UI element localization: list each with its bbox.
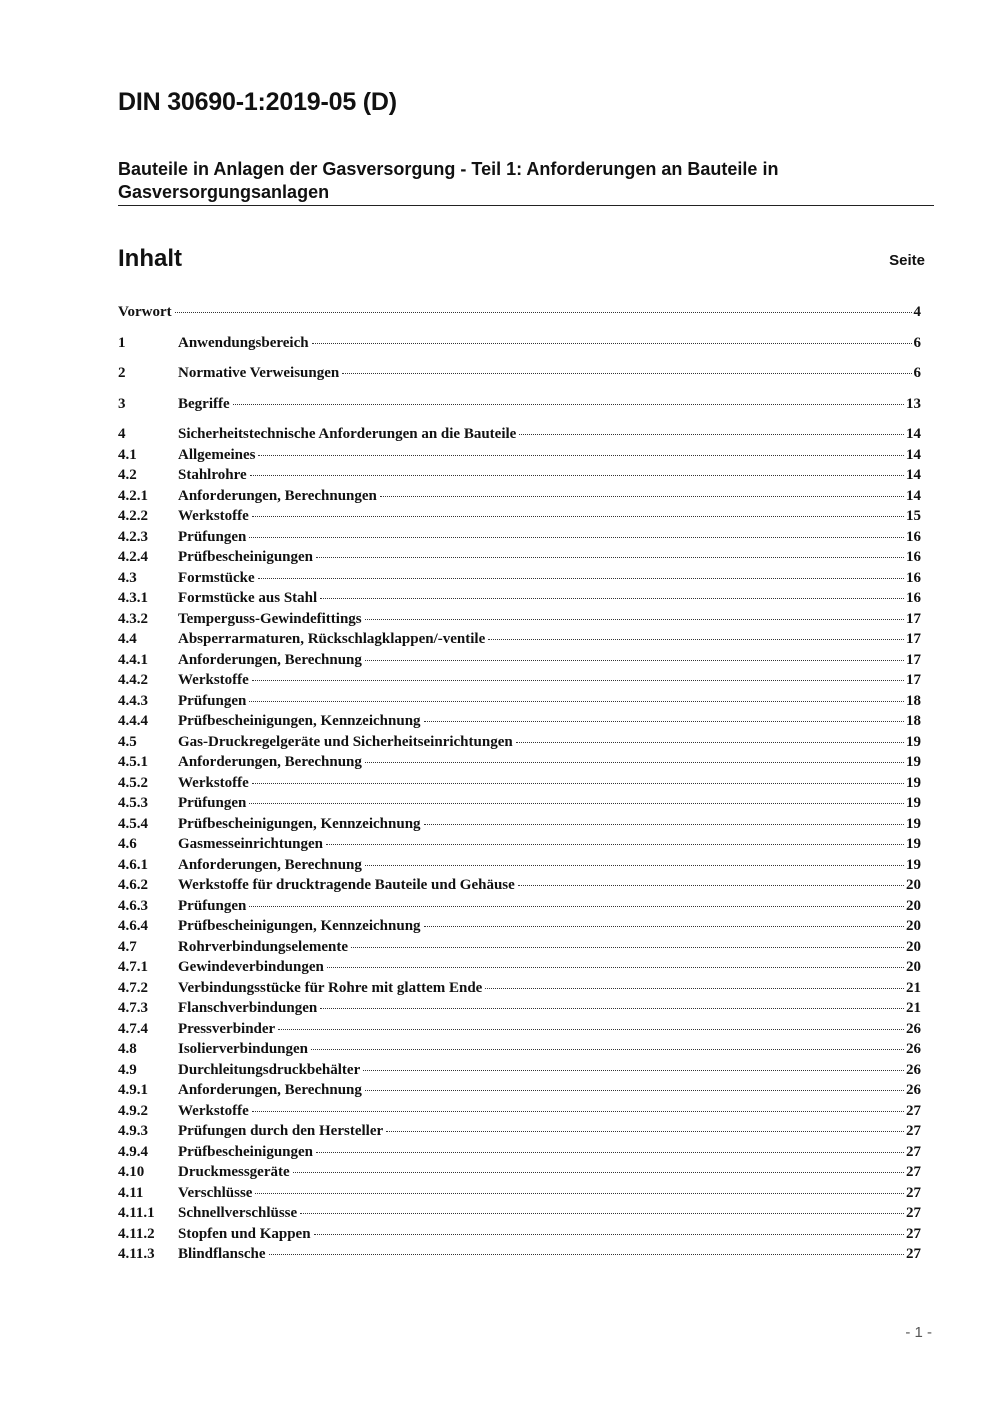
- toc-entry-page: 14: [906, 487, 921, 504]
- toc-entry-number: 1: [118, 334, 126, 351]
- toc-entry-page: 4: [913, 304, 921, 320]
- toc-entry-page: 18: [906, 692, 921, 709]
- toc-entry-title: Anwendungsbereich: [178, 334, 309, 351]
- toc-entry-page: 17: [906, 672, 921, 688]
- toc-entry-number: 3: [118, 395, 126, 412]
- toc-entry[interactable]: [118, 424, 921, 445]
- toc-dot-leader: [365, 619, 904, 620]
- toc-entry-page: 27: [906, 1102, 921, 1119]
- toc-entry-page: 27: [906, 1184, 921, 1201]
- toc-dot-leader: [485, 988, 904, 989]
- toc-entry-number: 4.3.1: [118, 590, 148, 606]
- toc-dot-leader: [269, 1254, 904, 1255]
- toc-dot-leader: [312, 343, 912, 344]
- toc-entry-number: 4.11.3: [118, 1246, 155, 1262]
- toc-entry[interactable]: [118, 855, 921, 876]
- toc-entry-number: 4.11: [118, 1184, 144, 1201]
- toc-entry-title: Isolierverbindungen: [178, 1041, 309, 1057]
- toc-entry-title: Formstücke: [178, 569, 255, 586]
- toc-entry-page: 19: [906, 795, 921, 811]
- toc-entry-page: 20: [906, 897, 921, 914]
- toc-entry[interactable]: [118, 629, 921, 650]
- document-id: DIN 30690-1:2019-05 (D): [118, 88, 397, 116]
- toc-entry-page: 14: [906, 426, 921, 442]
- toc-entry-number: 4.2.3: [118, 528, 148, 545]
- toc-entry-page: 16: [906, 590, 921, 606]
- toc-dot-leader: [249, 906, 904, 907]
- toc-entry-number: 4.5.3: [118, 795, 148, 811]
- toc-dot-leader: [386, 1131, 904, 1132]
- toc-entry-number: 4.5.1: [118, 754, 148, 770]
- toc-entry-title: Verschlüsse: [178, 1184, 253, 1201]
- toc-entry-page: 17: [906, 631, 921, 647]
- toc-entry-page: 6: [913, 365, 921, 381]
- toc-dot-leader: [250, 475, 904, 476]
- toc-entry[interactable]: [118, 1080, 921, 1101]
- toc-dot-leader: [249, 701, 904, 702]
- toc-entry[interactable]: [118, 394, 921, 415]
- toc-entry-number: 4: [118, 426, 126, 442]
- toc-entry[interactable]: [118, 1060, 921, 1081]
- toc-dot-leader: [316, 557, 904, 558]
- toc-entry-title: Gasmesseinrichtungen: [178, 836, 324, 852]
- toc-entry[interactable]: [118, 486, 921, 507]
- toc-entry-title: Rohrverbindungselemente: [178, 938, 348, 955]
- toc-entry-page: 21: [906, 1000, 921, 1016]
- toc-dot-leader: [365, 865, 904, 866]
- toc-entry-number: 4.7.1: [118, 959, 148, 975]
- toc-entry-title: Allgemeines: [178, 446, 256, 463]
- toc-entry-page: 20: [906, 938, 921, 955]
- toc-dot-leader: [233, 404, 904, 405]
- toc-dot-leader: [300, 1213, 904, 1214]
- toc-dot-leader: [314, 1234, 904, 1235]
- toc-entry-number: 4.5.2: [118, 774, 148, 791]
- toc-dot-leader: [424, 824, 904, 825]
- toc-entry-number: 4.7.3: [118, 1000, 148, 1016]
- toc-entry-title: Normative Verweisungen: [178, 365, 340, 381]
- header-divider: [118, 205, 934, 206]
- toc-entry[interactable]: [118, 834, 921, 855]
- toc-dot-leader: [293, 1172, 904, 1173]
- toc-entry-page: 18: [906, 713, 921, 729]
- toc-entry-number: 4.6.3: [118, 897, 148, 914]
- page-number: - 1 -: [905, 1324, 932, 1341]
- toc-dot-leader: [518, 885, 904, 886]
- toc-entry-title: Blindflansche: [178, 1246, 266, 1262]
- toc-entry-title: Werkstoffe: [178, 1102, 249, 1119]
- toc-entry-number: 4.2: [118, 467, 137, 483]
- toc-entry-page: 16: [906, 549, 921, 565]
- toc-entry-number: 4.9.2: [118, 1102, 148, 1119]
- toc-entry[interactable]: [118, 916, 921, 937]
- toc-entry-page: 19: [906, 856, 921, 873]
- toc-entry-page: 27: [906, 1164, 921, 1180]
- toc-entry-title: Prüfbescheinigungen, Kennzeichnung: [178, 918, 421, 934]
- toc-entry[interactable]: [118, 732, 921, 753]
- toc-entry-title: Stahlrohre: [178, 467, 247, 483]
- toc-entry[interactable]: [118, 752, 921, 773]
- toc-entry-page: 20: [906, 918, 921, 934]
- toc-entry[interactable]: [118, 1039, 921, 1060]
- toc-entry[interactable]: [118, 333, 921, 354]
- toc-dot-leader: [424, 926, 904, 927]
- toc-entry[interactable]: [118, 1101, 921, 1122]
- toc-entry-title: Werkstoffe: [178, 774, 249, 791]
- toc-entry-title: Absperrarmaturen, Rückschlagklappen/-ventile: [178, 631, 486, 647]
- toc-dot-leader: [311, 1049, 904, 1050]
- toc-entry-title: Prüfbescheinigungen, Kennzeichnung: [178, 713, 421, 729]
- toc-dot-leader: [365, 660, 904, 661]
- toc-entry-page: 27: [906, 1246, 921, 1262]
- toc-entry[interactable]: [118, 1162, 921, 1183]
- toc-entry-title: Prüfungen: [178, 528, 247, 545]
- toc-entry-title: Anforderungen, Berechnung: [178, 754, 362, 770]
- toc-entry-title: Anforderungen, Berechnung: [178, 651, 362, 668]
- toc-entry-number: 4.4.2: [118, 672, 148, 688]
- toc-entry[interactable]: [118, 465, 921, 486]
- toc-entry-page: 6: [913, 334, 921, 351]
- toc-entry-title: Werkstoffe für drucktragende Bauteile und Gehäuse: [178, 877, 515, 893]
- toc-dot-leader: [249, 537, 904, 538]
- toc-entry-title: Stopfen und Kappen: [178, 1225, 311, 1242]
- toc-entry-number: 4.6.4: [118, 918, 148, 934]
- toc-entry-number: 2: [118, 365, 126, 381]
- toc-entry-title: Prüfbescheinigungen, Kennzeichnung: [178, 815, 421, 832]
- toc-dot-leader: [316, 1152, 904, 1153]
- toc-entry-number: 4.8: [118, 1041, 137, 1057]
- toc-entry[interactable]: [118, 527, 921, 548]
- toc-entry-number: 4.4.4: [118, 713, 148, 729]
- toc-entry[interactable]: [118, 875, 921, 896]
- toc-dot-leader: [488, 639, 904, 640]
- toc-dot-leader: [252, 783, 904, 784]
- toc-entry[interactable]: [118, 547, 921, 568]
- toc-entry[interactable]: [118, 445, 921, 466]
- toc-entry-page: 27: [906, 1143, 921, 1160]
- toc-entry-page: 14: [906, 446, 921, 463]
- toc-entry-title: Vorwort: [118, 304, 172, 320]
- toc-entry-page: 19: [906, 836, 921, 852]
- toc-entry-title: Werkstoffe: [178, 672, 249, 688]
- toc-entry[interactable]: [118, 1203, 921, 1224]
- toc-entry-number: 4.2.4: [118, 549, 148, 565]
- toc-entry-page: 14: [906, 467, 921, 483]
- toc-entry-title: Prüfungen: [178, 692, 247, 709]
- toc-entry-title: Schnellverschlüsse: [178, 1205, 298, 1221]
- toc-entry[interactable]: [118, 506, 921, 527]
- toc-entry-page: 17: [906, 610, 921, 627]
- toc-dot-leader: [327, 967, 904, 968]
- toc-entry-title: Anforderungen, Berechnung: [178, 1082, 362, 1098]
- toc-entry-page: 19: [906, 733, 921, 750]
- toc-entry[interactable]: [118, 1121, 921, 1142]
- toc-heading: Inhalt: [118, 245, 182, 272]
- toc-entry-number: 4.10: [118, 1164, 145, 1180]
- toc-entry[interactable]: [118, 691, 921, 712]
- toc-entry-title: Flanschverbindungen: [178, 1000, 318, 1016]
- toc-dot-leader: [320, 598, 904, 599]
- toc-entry-page: 19: [906, 815, 921, 832]
- toc-entry-title: Begriffe: [178, 395, 230, 412]
- toc-entry-title: Anforderungen, Berechnung: [178, 856, 362, 873]
- toc-dot-leader: [365, 1090, 904, 1091]
- toc-entry[interactable]: [118, 670, 921, 691]
- toc-entry-number: 4.9.3: [118, 1123, 148, 1139]
- toc-entry[interactable]: [118, 793, 921, 814]
- toc-entry[interactable]: [118, 363, 921, 384]
- toc-dot-leader: [252, 680, 904, 681]
- toc-dot-leader: [252, 1111, 904, 1112]
- toc-entry-page: 26: [906, 1061, 921, 1078]
- toc-entry-page: 19: [906, 754, 921, 770]
- toc-entry-title: Prüfbescheinigungen: [178, 1143, 314, 1160]
- toc-dot-leader: [258, 578, 904, 579]
- toc-entry-number: 4.5.4: [118, 815, 148, 832]
- toc-entry[interactable]: [118, 814, 921, 835]
- toc-entry-number: 4.4: [118, 631, 137, 647]
- toc-dot-leader: [363, 1070, 904, 1071]
- toc-entry[interactable]: [118, 1142, 921, 1163]
- toc-entry-number: 4.11.2: [118, 1225, 155, 1242]
- toc-entry-page: 27: [906, 1205, 921, 1221]
- toc-entry-page: 20: [906, 877, 921, 893]
- toc-entry-number: 4.6: [118, 836, 137, 852]
- toc-entry-title: Gewindeverbindungen: [178, 959, 324, 975]
- page-column-label: Seite: [889, 252, 925, 269]
- toc-entry[interactable]: [118, 1224, 921, 1245]
- toc-entry[interactable]: [118, 711, 921, 732]
- toc-entry-title: Gas-Druckregelgeräte und Sicherheitseinrichtungen: [178, 733, 513, 750]
- toc-entry-title: Pressverbinder: [178, 1020, 276, 1037]
- toc-entry-title: Prüfungen durch den Hersteller: [178, 1123, 384, 1139]
- table-of-contents: [118, 302, 921, 1265]
- toc-entry-number: 4.9.4: [118, 1143, 148, 1160]
- toc-dot-leader: [258, 455, 904, 456]
- toc-entry[interactable]: [118, 568, 921, 589]
- toc-dot-leader: [519, 434, 904, 435]
- toc-entry[interactable]: [118, 588, 921, 609]
- toc-entry-number: 4.11.1: [118, 1205, 155, 1221]
- toc-entry-page: 26: [906, 1020, 921, 1037]
- toc-entry-number: 4.4.3: [118, 692, 148, 709]
- toc-entry-number: 4.2.1: [118, 487, 148, 504]
- toc-entry-title: Formstücke aus Stahl: [178, 590, 318, 606]
- toc-entry-number: 4.6.2: [118, 877, 148, 893]
- toc-entry-number: 4.7: [118, 938, 137, 955]
- toc-entry-page: 27: [906, 1225, 921, 1242]
- toc-dot-leader: [278, 1029, 904, 1030]
- toc-entry[interactable]: [118, 1019, 921, 1040]
- toc-entry[interactable]: [118, 650, 921, 671]
- toc-entry-number: 4.9.1: [118, 1082, 148, 1098]
- toc-dot-leader: [320, 1008, 904, 1009]
- toc-entry-number: 4.7.2: [118, 979, 148, 996]
- document-subtitle: Bauteile in Anlagen der Gasversorgung - Teil 1: Anforderungen an Bauteile in Gasversorgungsanlagen: [118, 159, 779, 202]
- toc-entry-page: 16: [906, 569, 921, 586]
- toc-entry-page: 21: [906, 979, 921, 996]
- toc-entry[interactable]: [118, 978, 921, 999]
- toc-dot-leader: [326, 844, 904, 845]
- toc-entry[interactable]: [118, 1244, 921, 1265]
- toc-entry-number: 4.4.1: [118, 651, 148, 668]
- toc-entry-title: Durchleitungsdruckbehälter: [178, 1061, 361, 1078]
- toc-dot-leader: [351, 947, 904, 948]
- toc-entry-page: 26: [906, 1041, 921, 1057]
- toc-dot-leader: [249, 803, 904, 804]
- toc-entry-number: 4.7.4: [118, 1020, 148, 1037]
- toc-entry-number: 4.3: [118, 569, 137, 586]
- toc-entry-number: 4.2.2: [118, 508, 148, 524]
- toc-entry-number: 4.9: [118, 1061, 137, 1078]
- toc-entry-title: Werkstoffe: [178, 508, 249, 524]
- toc-entry-page: 27: [906, 1123, 921, 1139]
- toc-entry[interactable]: [118, 1183, 921, 1204]
- toc-entry[interactable]: [118, 609, 921, 630]
- toc-entry[interactable]: [118, 896, 921, 917]
- toc-entry-page: 26: [906, 1082, 921, 1098]
- toc-entry-title: Sicherheitstechnische Anforderungen an die Bauteile: [178, 426, 517, 442]
- toc-dot-leader: [380, 496, 904, 497]
- toc-dot-leader: [365, 762, 904, 763]
- toc-entry-number: 4.1: [118, 446, 137, 463]
- toc-dot-leader: [175, 312, 912, 313]
- toc-entry-title: Druckmessgeräte: [178, 1164, 290, 1180]
- toc-dot-leader: [342, 373, 911, 374]
- toc-entry-title: Anforderungen, Berechnungen: [178, 487, 377, 504]
- toc-dot-leader: [255, 1193, 904, 1194]
- toc-dot-leader: [424, 721, 904, 722]
- toc-entry-number: 4.6.1: [118, 856, 148, 873]
- toc-entry-number: 4.3.2: [118, 610, 148, 627]
- toc-entry-title: Prüfungen: [178, 795, 247, 811]
- toc-entry-page: 19: [906, 774, 921, 791]
- toc-entry-title: Prüfbescheinigungen: [178, 549, 314, 565]
- toc-entry[interactable]: [118, 773, 921, 794]
- toc-dot-leader: [252, 516, 904, 517]
- toc-entry-title: Verbindungsstücke für Rohre mit glattem Ende: [178, 979, 483, 996]
- toc-entry-page: 16: [906, 528, 921, 545]
- toc-entry[interactable]: [118, 302, 921, 323]
- toc-entry[interactable]: [118, 998, 921, 1019]
- toc-dot-leader: [516, 742, 904, 743]
- toc-entry-page: 17: [906, 651, 921, 668]
- toc-entry-number: 4.5: [118, 733, 137, 750]
- toc-entry[interactable]: [118, 957, 921, 978]
- toc-entry-page: 20: [906, 959, 921, 975]
- toc-entry-page: 13: [906, 395, 921, 412]
- toc-entry-title: Temperguss-Gewindefittings: [178, 610, 362, 627]
- toc-entry[interactable]: [118, 937, 921, 958]
- toc-entry-page: 15: [906, 508, 921, 524]
- toc-entry-title: Prüfungen: [178, 897, 247, 914]
